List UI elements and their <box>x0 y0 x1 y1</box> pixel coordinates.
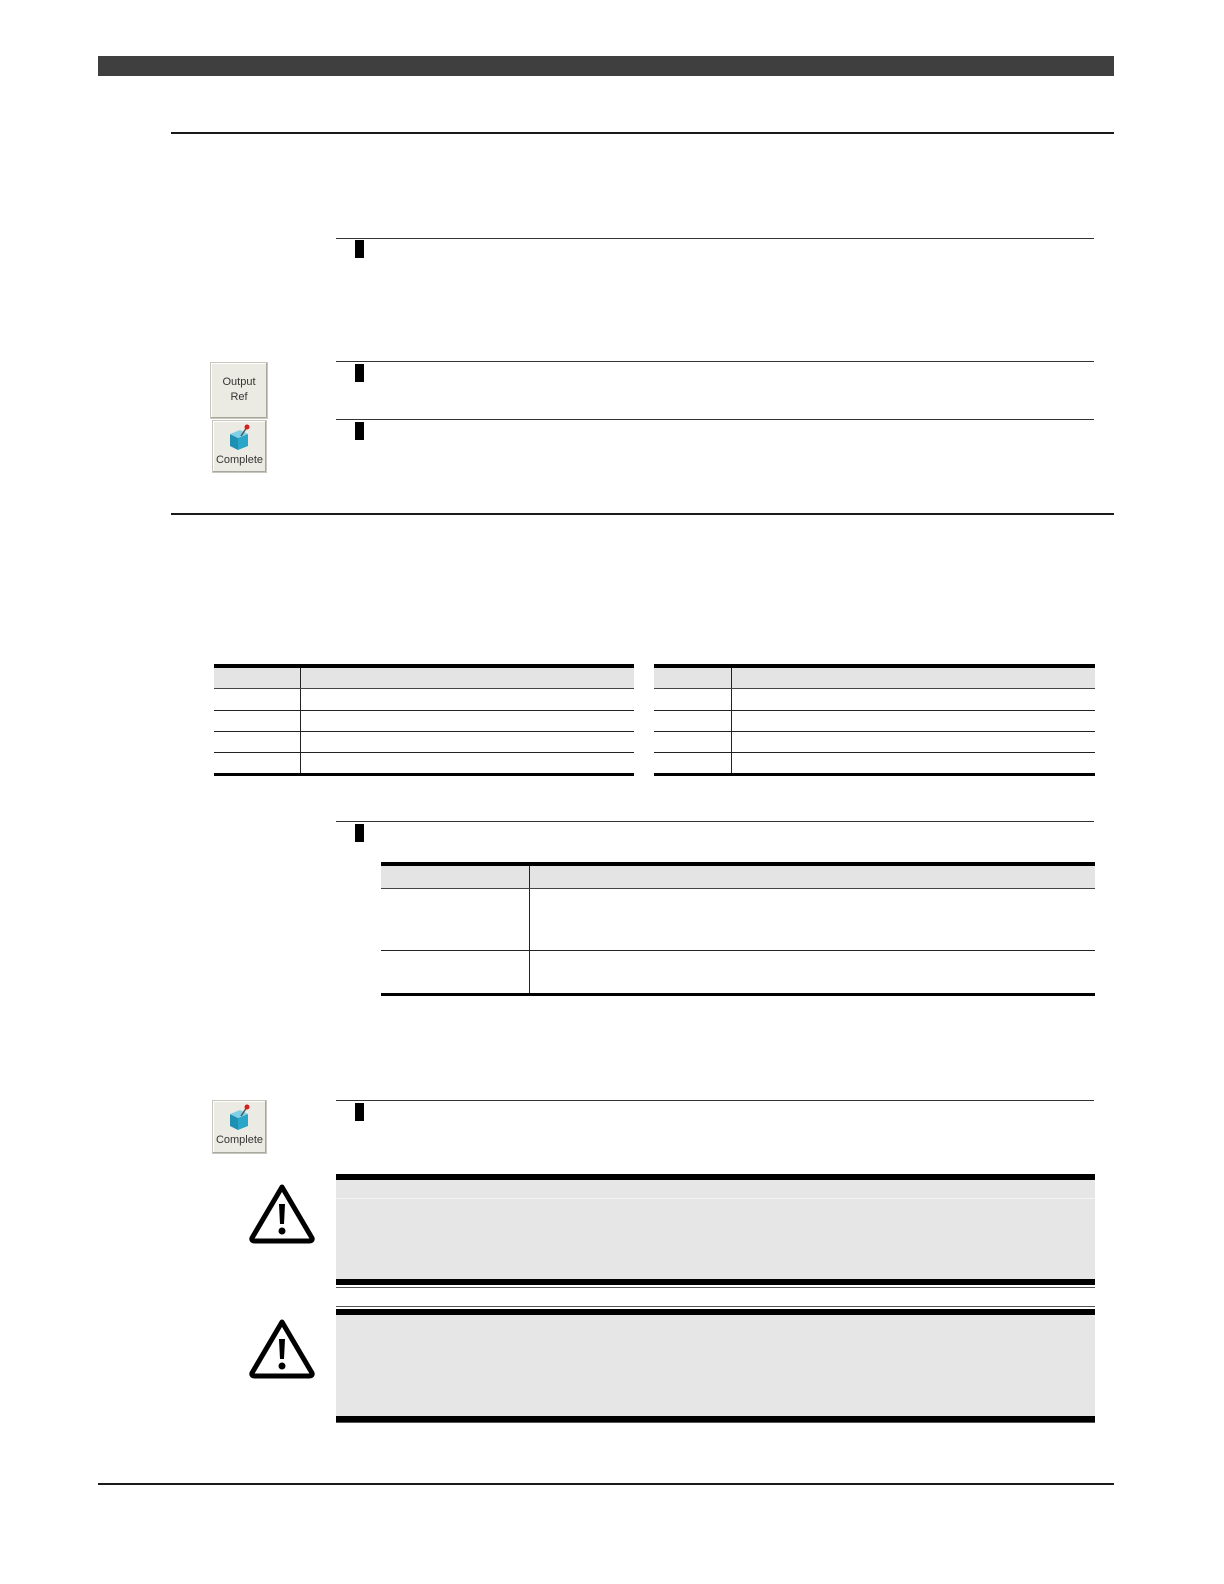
table-cell <box>214 688 301 710</box>
table-cell <box>732 752 1096 774</box>
step-rule <box>336 361 1094 362</box>
step-rule <box>336 1100 1094 1101</box>
table-header-cell <box>654 666 732 688</box>
caution-box <box>336 1174 1095 1285</box>
complete-label: Complete <box>215 1134 264 1146</box>
table-cell <box>530 888 1096 950</box>
table-cell <box>214 752 301 774</box>
table-cell <box>654 688 732 710</box>
caution-box <box>336 1309 1095 1422</box>
step-marker <box>355 364 364 382</box>
table-header-cell <box>301 666 635 688</box>
step-rule <box>336 238 1094 239</box>
step-marker <box>355 422 364 440</box>
section-divider <box>171 132 1114 134</box>
caution-icon <box>248 1182 316 1244</box>
table-cell <box>654 731 732 752</box>
complete-icon <box>227 424 253 452</box>
table-cell <box>732 731 1096 752</box>
complete-button[interactable] <box>212 1100 267 1154</box>
table-header-cell <box>381 864 530 888</box>
table-header-cell <box>732 666 1096 688</box>
table-cell <box>381 950 530 994</box>
table-cell <box>654 752 732 774</box>
caution-icon <box>248 1317 316 1379</box>
step-marker <box>355 824 364 842</box>
section-divider <box>171 513 1114 515</box>
table-cell <box>214 731 301 752</box>
table-cell <box>301 688 635 710</box>
complete-icon <box>227 1104 253 1132</box>
header-bar <box>98 56 1114 76</box>
table-cell <box>732 710 1096 731</box>
step-marker <box>355 1103 364 1121</box>
caution-underline <box>336 1287 1095 1288</box>
output-ref-label-line1: Output <box>222 376 256 388</box>
table-cell <box>732 688 1096 710</box>
parameter-table-right <box>654 664 1095 776</box>
output-ref-button[interactable] <box>210 362 268 419</box>
step-rule <box>336 821 1094 822</box>
table-cell <box>301 731 635 752</box>
table-header-cell <box>530 864 1096 888</box>
parameter-table-left <box>214 664 634 776</box>
table-cell <box>530 950 1096 994</box>
caution-overline <box>336 1306 1095 1307</box>
caution-underline <box>336 1422 1095 1423</box>
table-cell <box>301 710 635 731</box>
table-header-cell <box>214 666 301 688</box>
table-cell <box>381 888 530 950</box>
option-table <box>381 862 1095 996</box>
footer-rule <box>98 1483 1114 1485</box>
step-rule <box>336 419 1094 420</box>
complete-button[interactable] <box>212 420 267 473</box>
table-cell <box>301 752 635 774</box>
table-cell <box>654 710 732 731</box>
caution-inner-rule <box>336 1198 1095 1199</box>
step-marker <box>355 240 364 258</box>
table-cell <box>214 710 301 731</box>
complete-label: Complete <box>215 454 264 466</box>
output-ref-label-line2: Ref <box>230 391 248 403</box>
